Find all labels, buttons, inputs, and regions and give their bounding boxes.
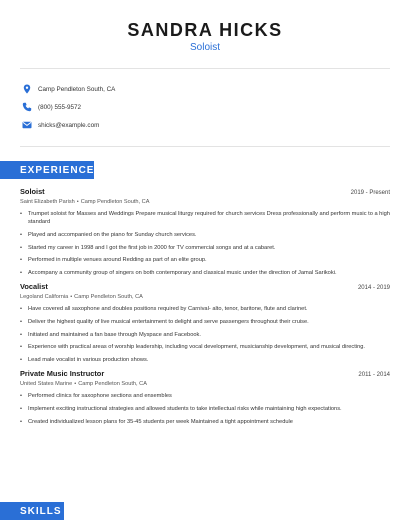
job-title: Soloist [20,187,45,196]
email-icon [20,118,34,132]
job-entry [20,368,390,426]
header-divider [20,68,390,69]
job-dates: 2011 - 2014 [358,372,390,379]
job-organization: Saint Elizabeth Parish • Camp Pendleton South, CA [20,199,150,205]
contact-email [20,116,99,134]
job-location: Camp Pendleton South, CA [78,381,147,388]
candidate-name: SANDRA HICKS [127,20,283,40]
job-bullets [20,210,390,277]
list-item: • Experience with practical areas of worship leadership, including vocal development, musicianship development, and musical directing. [20,343,390,351]
job-location: Camp Pendleton South, CA [80,199,150,205]
job-title: Vocalist [20,282,48,292]
candidate-role: Soloist [189,42,220,53]
job-employer: United States Marine [20,381,73,388]
job-dates: 2014 - 2019 [357,285,390,292]
contact-location-text: Camp Pendleton South, CA [38,85,116,93]
list-item: • Performed clinics for saxophone sections and ensembles [20,392,390,400]
list-item: • Created individualized lesson plans for 35-45 students per week Maintained a tight appointment schedule [20,418,390,426]
experience-heading: EXPERIENCE [0,161,94,179]
contact-email-text: shicks@example.com [38,121,100,129]
job-bullets [20,392,390,426]
job-title: Private Music Instructor [20,369,105,379]
list-item: • Performed in multiple venues around Redding as part of an elite group. [20,256,390,264]
list-item: • Started my career in 1998 and I got the first job in 2000 for TV commercial songs and at a cabaret. [20,244,390,252]
job-employer: Legoland California [20,294,69,301]
list-item: • Played and accompanied on the piano for Sunday church services. [20,231,390,239]
list-item: • Implement exciting instructional strategies and allowed students to take intellectual risks while maintaining high expectations. [20,405,390,413]
experience-list [20,186,390,430]
job-entry [20,281,390,364]
job-entry [20,186,390,277]
contact-divider [20,146,390,147]
list-item: • Deliver the highest quality of live musical entertainment to delight and serve passengers throughout their cruise. [20,318,390,326]
job-location: Camp Pendleton South, CA [74,294,143,301]
job-organization: United States Marine • Camp Pendleton South, CA [20,381,147,388]
skills-heading: SKILLS [0,502,64,520]
contact-phone-text: (800) 555-9572 [38,103,82,111]
list-item: • Lead male vocalist in various production shows. [20,356,390,364]
job-bullets [20,305,390,364]
list-item: • Initiated and maintained a fan base through Myspace and Facebook. [20,331,390,339]
phone-icon [20,100,34,114]
job-organization: Legoland California • Camp Pendleton South, CA [20,294,143,301]
list-item: • Accompany a community group of singers on both contemporary and classical music under the direction of Jamal Sarikoki. [20,269,390,277]
list-item: • Have covered all saxophone and doubles positions required by Carnival- alto, tenor, baritone, flute and clarinet. [20,305,390,313]
job-dates: 2019 - Present [350,190,390,196]
list-item: • Trumpet soloist for Masses and Weddings Prepare musical liturgy required for church services Dress professionally and perform music to a high standard [20,210,390,227]
location-pin-icon [20,82,34,96]
contact-location [20,80,115,98]
job-employer: Saint Elizabeth Parish [20,199,75,205]
contact-phone [20,98,81,116]
resume-header [0,20,410,55]
